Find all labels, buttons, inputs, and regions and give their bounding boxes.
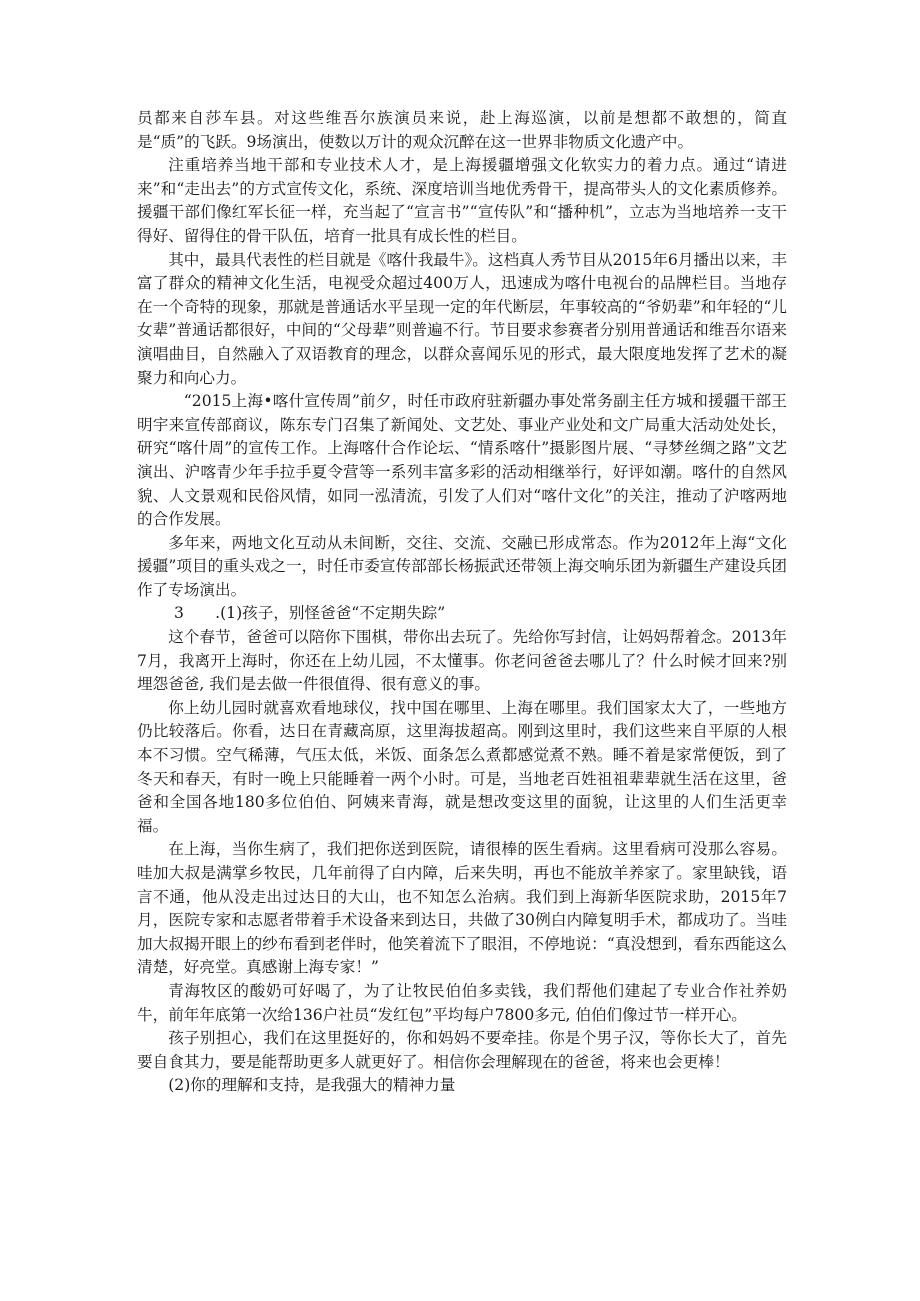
paragraph-letter-plateau: 你上幼儿园时就喜欢看地球仪，找中国在哪里、上海在哪里。我们国家太大了，一些地方仍比较落后。你看，达日在青藏高原，这里海拔超高。刚到这里时，我们这些来自平原的人根本不习惯。空气稀薄，气压太低，米饭、面条怎么煮都感觉煮不熟。睡不着是家常便饭，到了冬天和春天，有时一晚上只能睡着一两个小时。可是，当地老百姓祖祖辈辈就生活在这里，爸爸和全国各地180多位伯伯、阿姨来青海，就是想改变这里的面貌，让这里的人们生活更幸福。 bbox=[137, 698, 787, 835]
paragraph-letter-closing: 孩子别担心，我们在这里挺好的，你和妈妈不要牵挂。你是个男子汉，等你长大了，首先要自食其力，要是能帮助更多人就更好了。相信你会理解现在的爸爸，将来也会更棒！ bbox=[137, 1029, 787, 1071]
paragraph-publicity-week: “2015上海•喀什宣传周”前夕，时任市政府驻新疆办事处常务副主任方城和援疆干部王明宇来宣传部商议，陈东专门召集了新闻处、文艺处、事业产业处和文广局重大活动处处长，研究“喀什周”的宣传工作。上海喀什合作论坛、“情系喀什”摄影图片展、“寻梦丝绸之路”文艺演出、沪喀青少年手拉手夏令营等一系列丰富多彩的活动相继举行，好评如潮。喀什的自然风貌、人文景观和民俗风情，如同一泓清流，引发了人们对“喀什文化”的关注，推动了沪喀两地的合作发展。 bbox=[137, 392, 787, 529]
section-heading-support: (2)你的理解和支持，是我强大的精神力量 bbox=[168, 1076, 456, 1095]
paragraph-letter-intro: 这个春节，爸爸可以陪你下围棋，带你出去玩了。先给你写封信，让妈妈帮着念。2013年7月，我离开上海时，你还在上幼儿园，不太懂事。你老问爸爸去哪儿了？什么时候才回来?别埋怨爸爸, 我们是去做一件很值得、很有意义的事。 bbox=[137, 628, 787, 694]
document-page bbox=[137, 107, 787, 1098]
paragraph-letter-cataract: 在上海，当你生病了，我们把你送到医院，请很棒的医生看病。这里看病可没那么容易。哇加大叔是满掌乡牧民，几年前得了白内障，后来失明，再也不能放羊养家了。家里缺钱，语言不通，他从没走出过达日的大山，也不知怎么治病。我们到上海新华医院求助，2015年7月，医院专家和志愿者带着手术设备来到达日，共做了30例白内障复明手术，都成功了。当哇加大叔揭开眼上的纱布看到老伴时，他笑着流下了眼泪，不停地说：“真没想到，看东西能这么清楚，好亮堂。真感谢上海专家！” bbox=[137, 840, 787, 977]
paragraph-kashgar-show: 其中，最具代表性的栏目就是《喀什我最牛》。这档真人秀节目从2015年6月播出以来，丰富了群众的精神文化生活，电视受众超过400万人，迅速成为喀什电视台的品牌栏目。当地存在一个奇特的现象，那就是普通话水平呈现一定的年代断层，年事较高的“爷奶辈”和年轻的“儿女辈”普通话都很好，中间的“父母辈”则普遍不行。节目要求参赛者分别用普通话和维吾尔语来演唱曲目，自然融入了双语教育的理念，以群众喜闻乐见的形式，最大限度地发挥了艺术的凝聚力和向心力。 bbox=[137, 250, 787, 387]
paragraph-cultural-exchange: 多年来，两地文化互动从未间断，交往、交流、交融已形成常态。作为2012年上海“文化援疆”项目的重头戏之一，时任市委宣传部部长杨振武还带领上海交响乐团为新疆生产建设兵团作了专场演出。 bbox=[137, 533, 787, 599]
paragraph-letter-yogurt: 青海牧区的酸奶可好喝了，为了让牧民伯伯多卖钱，我们帮他们建起了专业合作社养奶牛，前年年底第一次给136户社员“发红包”平均每户7800多元, 伯伯们像过节一样开心。 bbox=[137, 981, 787, 1024]
section-heading-letter: 3 .(1)孩子，别怪爸爸“不定期失踪” bbox=[174, 604, 446, 623]
paragraph-talent-training: 注重培养当地干部和专业技术人才，是上海援疆增强文化软实力的着力点。通过“请进来”和“走出去”的方式宣传文化，系统、深度培训当地优秀骨干，提高带头人的文化素质修养。援疆干部们像红军长征一样，充当起了“宣言书”“宣传队”和“播种机”，立志为当地培养一支干得好、留得住的骨干队伍，培育一批具有成长性的栏目。 bbox=[137, 156, 787, 245]
paragraph-continuation: 员都来自莎车县。对这些维吾尔族演员来说，赴上海巡演，以前是想都不敢想的，简直是“质”的飞跃。9场演出，使数以万计的观众沉醉在这一世界非物质文化遗产中。 bbox=[137, 109, 787, 151]
